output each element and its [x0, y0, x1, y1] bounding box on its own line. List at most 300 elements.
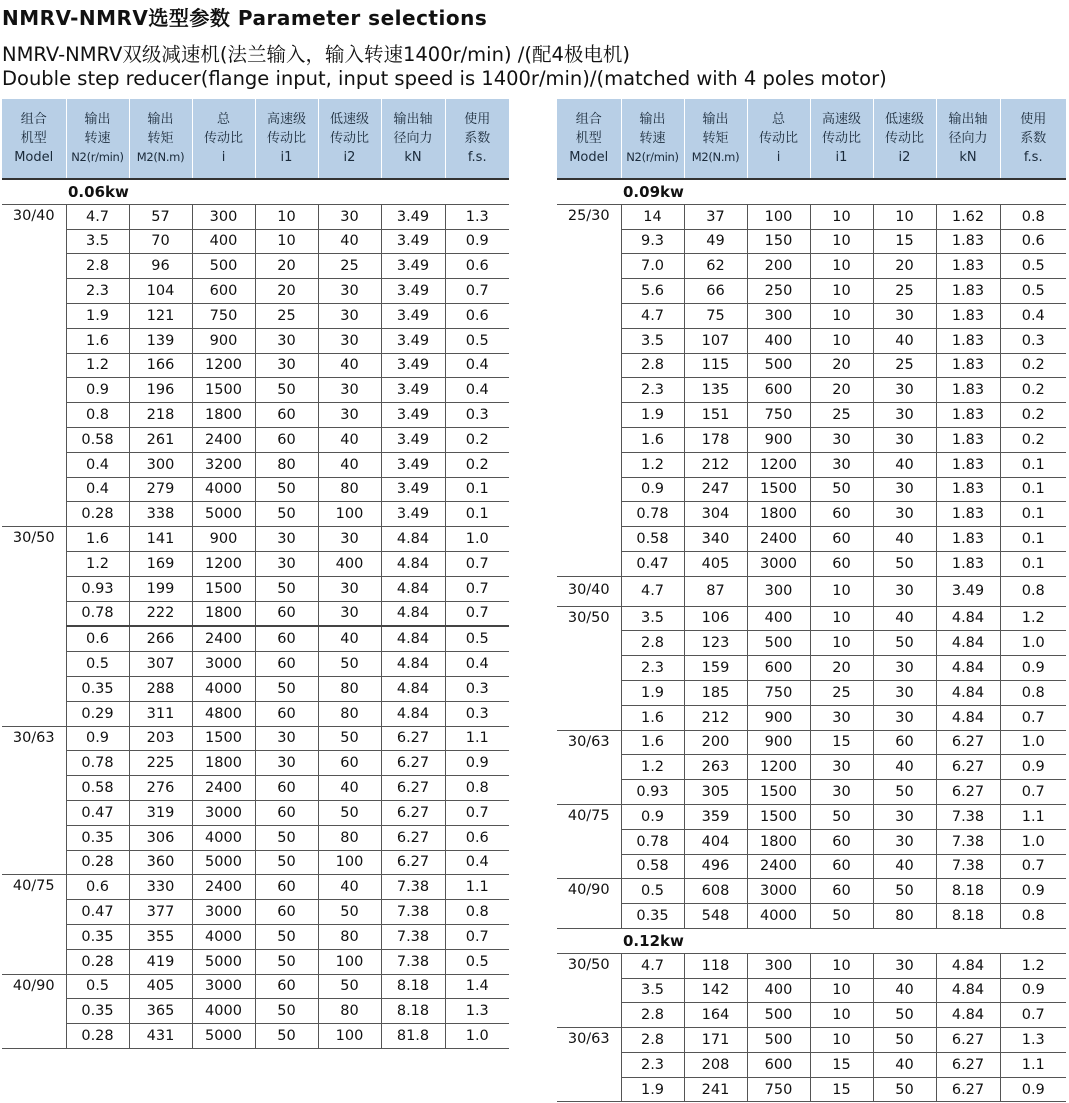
data-cell: 4000 — [192, 825, 255, 850]
data-cell: 50 — [255, 502, 318, 527]
power-label: 0.06kw — [66, 179, 509, 204]
parameter-table-right — [557, 99, 1066, 1102]
data-cell: 3.49 — [381, 328, 445, 353]
data-cell: 50 — [873, 551, 936, 576]
table-row — [557, 527, 1066, 552]
data-cell: 7.38 — [936, 854, 1000, 879]
data-cell: 80 — [318, 825, 381, 850]
data-cell: 4.84 — [381, 701, 445, 726]
data-cell: 50 — [873, 1028, 936, 1053]
data-cell: 0.1 — [445, 477, 509, 502]
data-cell: 1500 — [192, 576, 255, 601]
data-cell: 30 — [255, 751, 318, 776]
data-cell: 5.6 — [621, 279, 684, 304]
data-cell: 1200 — [747, 755, 810, 780]
data-cell: 3.49 — [936, 576, 1000, 606]
data-cell: 500 — [747, 1003, 810, 1028]
col-header-model: 组合 机型 Model — [2, 99, 66, 179]
data-cell: 60 — [255, 701, 318, 726]
table-row — [557, 502, 1066, 527]
data-cell: 3000 — [747, 551, 810, 576]
data-cell: 365 — [129, 999, 192, 1024]
data-cell: 0.1 — [1000, 527, 1066, 552]
data-cell: 1.83 — [936, 551, 1000, 576]
power-row — [557, 179, 1066, 204]
data-cell: 40 — [318, 427, 381, 452]
data-cell: 1.83 — [936, 378, 1000, 403]
data-cell: 900 — [747, 427, 810, 452]
table-row — [557, 829, 1066, 854]
data-cell: 0.2 — [1000, 353, 1066, 378]
data-cell: 496 — [684, 854, 747, 879]
data-cell: 1.3 — [1000, 1028, 1066, 1053]
table-row — [2, 601, 509, 626]
data-cell: 40 — [318, 626, 381, 651]
data-cell: 166 — [129, 353, 192, 378]
data-cell: 14 — [621, 204, 684, 229]
col-header-m2: 输出 转矩 M2(N.m) — [684, 99, 747, 179]
data-cell: 121 — [129, 303, 192, 328]
data-cell: 1.1 — [445, 726, 509, 751]
data-cell: 0.8 — [1000, 904, 1066, 929]
data-cell: 1.1 — [1000, 1052, 1066, 1077]
data-cell: 10 — [255, 229, 318, 254]
data-cell: 30 — [873, 303, 936, 328]
data-cell: 30 — [873, 680, 936, 705]
data-cell: 0.4 — [445, 652, 509, 677]
data-cell: 261 — [129, 427, 192, 452]
model-cell: 40/75 — [557, 804, 621, 878]
table-row — [2, 875, 509, 900]
data-cell: 1.83 — [936, 303, 1000, 328]
data-cell: 75 — [684, 303, 747, 328]
table-row — [557, 279, 1066, 304]
data-cell: 306 — [129, 825, 192, 850]
data-cell: 171 — [684, 1028, 747, 1053]
data-cell: 300 — [747, 953, 810, 978]
data-cell: 115 — [684, 353, 747, 378]
data-cell: 4.84 — [936, 978, 1000, 1003]
table-row — [2, 576, 509, 601]
data-cell: 0.9 — [621, 477, 684, 502]
table-row — [2, 527, 509, 552]
data-cell: 3.49 — [381, 229, 445, 254]
data-cell: 0.93 — [621, 780, 684, 805]
data-cell: 107 — [684, 328, 747, 353]
data-cell: 0.58 — [621, 854, 684, 879]
data-cell: 0.6 — [66, 875, 129, 900]
data-cell: 4000 — [192, 924, 255, 949]
table-row — [557, 780, 1066, 805]
data-cell: 40 — [873, 978, 936, 1003]
data-cell: 1.83 — [936, 328, 1000, 353]
data-cell: 0.35 — [66, 676, 129, 701]
data-cell: 30 — [318, 403, 381, 428]
table-row — [2, 825, 509, 850]
data-cell: 30 — [318, 303, 381, 328]
data-cell: 0.8 — [1000, 576, 1066, 606]
data-cell: 142 — [684, 978, 747, 1003]
table-row — [2, 776, 509, 801]
data-cell: 1.3 — [445, 999, 509, 1024]
data-cell: 0.58 — [66, 776, 129, 801]
data-cell: 60 — [255, 875, 318, 900]
data-cell: 0.78 — [621, 502, 684, 527]
table-row — [557, 229, 1066, 254]
data-cell: 80 — [873, 904, 936, 929]
table-row — [557, 254, 1066, 279]
data-cell: 30 — [873, 576, 936, 606]
data-cell: 30 — [873, 953, 936, 978]
data-cell: 0.35 — [621, 904, 684, 929]
data-cell: 40 — [873, 854, 936, 879]
data-cell: 300 — [192, 204, 255, 229]
data-cell: 0.35 — [66, 825, 129, 850]
data-cell: 0.58 — [621, 527, 684, 552]
data-cell: 0.78 — [66, 601, 129, 626]
power-row — [557, 928, 1066, 953]
col-header-n2: 输出 转速 N2(r/min) — [621, 99, 684, 179]
data-cell: 1.83 — [936, 353, 1000, 378]
data-cell: 80 — [318, 477, 381, 502]
data-cell: 1.83 — [936, 254, 1000, 279]
data-cell: 30 — [810, 780, 873, 805]
table-row — [557, 1077, 1066, 1102]
data-cell: 10 — [255, 204, 318, 229]
table-row — [557, 705, 1066, 730]
data-cell: 30 — [873, 403, 936, 428]
data-cell: 60 — [255, 626, 318, 651]
data-cell: 400 — [747, 978, 810, 1003]
table-row — [557, 755, 1066, 780]
data-cell: 80 — [318, 676, 381, 701]
subtitle-chinese: NMRV-NMRV双级减速机(法兰输入，输入转速1400r/min) /(配4极电机) — [2, 43, 630, 66]
data-cell: 500 — [747, 1028, 810, 1053]
data-cell: 0.3 — [445, 403, 509, 428]
data-cell: 750 — [747, 680, 810, 705]
data-cell: 750 — [192, 303, 255, 328]
power-spacer — [557, 928, 621, 953]
data-cell: 100 — [318, 850, 381, 875]
data-cell: 319 — [129, 800, 192, 825]
data-cell: 80 — [318, 999, 381, 1024]
data-cell: 80 — [318, 924, 381, 949]
data-cell: 4.7 — [66, 204, 129, 229]
data-cell: 5000 — [192, 502, 255, 527]
col-header-radial-force: 输出轴 径向力 kN — [936, 99, 1000, 179]
data-cell: 25 — [810, 403, 873, 428]
model-cell: 30/40 — [557, 576, 621, 606]
table-row — [2, 974, 509, 999]
data-cell: 405 — [129, 974, 192, 999]
data-cell: 40 — [318, 776, 381, 801]
data-cell: 1.83 — [936, 502, 1000, 527]
parameter-table-left — [2, 99, 509, 1049]
data-cell: 400 — [747, 328, 810, 353]
data-cell: 10 — [810, 953, 873, 978]
power-spacer — [2, 179, 66, 204]
data-cell: 1.83 — [936, 477, 1000, 502]
model-cell: 30/63 — [557, 730, 621, 804]
model-cell: 40/75 — [2, 875, 66, 974]
data-cell: 288 — [129, 676, 192, 701]
data-cell: 164 — [684, 1003, 747, 1028]
data-cell: 62 — [684, 254, 747, 279]
data-cell: 1500 — [747, 804, 810, 829]
data-cell: 25 — [318, 254, 381, 279]
data-cell: 600 — [747, 1052, 810, 1077]
col-header-model: 组合 机型 Model — [557, 99, 621, 179]
data-cell: 50 — [255, 676, 318, 701]
data-cell: 1.83 — [936, 427, 1000, 452]
col-header-i2: 低速级 传动比 i2 — [318, 99, 381, 179]
table-row — [2, 551, 509, 576]
data-cell: 0.47 — [66, 900, 129, 925]
data-cell: 7.38 — [381, 875, 445, 900]
data-cell: 0.6 — [445, 254, 509, 279]
table-row — [557, 730, 1066, 755]
data-cell: 338 — [129, 502, 192, 527]
table-row — [2, 900, 509, 925]
data-cell: 0.6 — [445, 303, 509, 328]
data-cell: 225 — [129, 751, 192, 776]
data-cell: 50 — [255, 477, 318, 502]
power-spacer — [557, 179, 621, 204]
data-cell: 4.84 — [936, 656, 1000, 681]
data-cell: 208 — [684, 1052, 747, 1077]
data-cell: 159 — [684, 656, 747, 681]
table-row — [557, 204, 1066, 229]
data-cell: 355 — [129, 924, 192, 949]
table-row — [2, 427, 509, 452]
data-cell: 4.84 — [381, 527, 445, 552]
data-cell: 40 — [873, 606, 936, 631]
data-cell: 60 — [810, 879, 873, 904]
data-cell: 40 — [873, 328, 936, 353]
data-cell: 135 — [684, 378, 747, 403]
data-cell: 50 — [255, 850, 318, 875]
data-cell: 3.49 — [381, 477, 445, 502]
data-cell: 0.7 — [1000, 780, 1066, 805]
data-cell: 60 — [810, 527, 873, 552]
table-row — [557, 353, 1066, 378]
data-cell: 1800 — [747, 829, 810, 854]
data-cell: 0.2 — [1000, 378, 1066, 403]
data-cell: 300 — [747, 303, 810, 328]
data-cell: 0.28 — [66, 850, 129, 875]
data-cell: 330 — [129, 875, 192, 900]
data-cell: 6.27 — [936, 730, 1000, 755]
table-row — [2, 726, 509, 751]
data-cell: 50 — [810, 477, 873, 502]
data-cell: 123 — [684, 631, 747, 656]
data-cell: 40 — [318, 452, 381, 477]
data-cell: 3200 — [192, 452, 255, 477]
data-cell: 20 — [873, 254, 936, 279]
col-header-i1: 高速级 传动比 i1 — [810, 99, 873, 179]
data-cell: 3000 — [192, 974, 255, 999]
data-cell: 40 — [873, 755, 936, 780]
data-cell: 7.0 — [621, 254, 684, 279]
table-row — [2, 254, 509, 279]
data-cell: 1.6 — [621, 730, 684, 755]
data-cell: 0.7 — [445, 800, 509, 825]
data-cell: 247 — [684, 477, 747, 502]
data-cell: 60 — [255, 427, 318, 452]
data-cell: 3.49 — [381, 204, 445, 229]
data-cell: 1.0 — [445, 527, 509, 552]
data-cell: 1.4 — [445, 974, 509, 999]
data-cell: 3.49 — [381, 403, 445, 428]
data-cell: 6.27 — [936, 780, 1000, 805]
data-cell: 5000 — [192, 949, 255, 974]
model-cell: 40/90 — [2, 974, 66, 1048]
data-cell: 30 — [873, 378, 936, 403]
table-row — [2, 353, 509, 378]
data-cell: 50 — [255, 924, 318, 949]
data-cell: 30 — [873, 656, 936, 681]
data-cell: 40 — [873, 452, 936, 477]
data-cell: 0.1 — [1000, 502, 1066, 527]
data-cell: 377 — [129, 900, 192, 925]
table-row — [557, 1003, 1066, 1028]
data-cell: 3.49 — [381, 502, 445, 527]
page-title: NMRV-NMRV选型参数 Parameter selections — [2, 6, 488, 30]
data-cell: 500 — [747, 631, 810, 656]
data-cell: 30 — [318, 279, 381, 304]
data-cell: 50 — [873, 879, 936, 904]
data-cell: 1.1 — [445, 875, 509, 900]
data-cell: 750 — [747, 403, 810, 428]
data-cell: 5000 — [192, 850, 255, 875]
data-cell: 30 — [255, 726, 318, 751]
table-row — [2, 502, 509, 527]
data-cell: 25 — [873, 279, 936, 304]
data-cell: 3.49 — [381, 427, 445, 452]
data-cell: 0.35 — [66, 924, 129, 949]
data-cell: 15 — [810, 730, 873, 755]
power-label: 0.12kw — [621, 928, 1066, 953]
table-row — [557, 403, 1066, 428]
data-cell: 6.27 — [936, 1052, 1000, 1077]
data-cell: 900 — [747, 730, 810, 755]
data-cell: 431 — [129, 1024, 192, 1049]
data-cell: 185 — [684, 680, 747, 705]
data-cell: 0.8 — [1000, 680, 1066, 705]
data-cell: 6.27 — [381, 726, 445, 751]
data-cell: 400 — [192, 229, 255, 254]
data-cell: 10 — [873, 204, 936, 229]
table-row — [2, 378, 509, 403]
data-cell: 1.6 — [66, 527, 129, 552]
data-cell: 3.5 — [66, 229, 129, 254]
data-cell: 3.49 — [381, 452, 445, 477]
data-cell: 6.27 — [381, 800, 445, 825]
data-cell: 0.78 — [621, 829, 684, 854]
data-cell: 6.27 — [381, 825, 445, 850]
data-cell: 20 — [810, 378, 873, 403]
data-cell: 1.83 — [936, 279, 1000, 304]
data-cell: 2400 — [192, 626, 255, 651]
data-cell: 1.2 — [621, 755, 684, 780]
data-cell: 30 — [810, 755, 873, 780]
data-cell: 10 — [810, 328, 873, 353]
data-cell: 500 — [747, 353, 810, 378]
data-cell: 0.7 — [445, 924, 509, 949]
data-cell: 50 — [318, 974, 381, 999]
data-cell: 1500 — [747, 780, 810, 805]
data-cell: 360 — [129, 850, 192, 875]
col-header-n2: 输出 转速 N2(r/min) — [66, 99, 129, 179]
data-cell: 6.27 — [381, 776, 445, 801]
data-cell: 7.38 — [381, 949, 445, 974]
data-cell: 50 — [873, 631, 936, 656]
data-cell: 60 — [318, 751, 381, 776]
data-cell: 0.9 — [1000, 755, 1066, 780]
table-row — [557, 904, 1066, 929]
data-cell: 0.4 — [1000, 303, 1066, 328]
data-cell: 0.4 — [445, 353, 509, 378]
data-cell: 0.5 — [66, 652, 129, 677]
data-cell: 60 — [810, 829, 873, 854]
data-cell: 359 — [684, 804, 747, 829]
data-cell: 10 — [810, 229, 873, 254]
data-cell: 30 — [255, 527, 318, 552]
data-cell: 0.28 — [66, 502, 129, 527]
table-row — [2, 850, 509, 875]
data-cell: 80 — [255, 452, 318, 477]
data-cell: 1.0 — [1000, 631, 1066, 656]
table-row — [2, 800, 509, 825]
data-cell: 212 — [684, 705, 747, 730]
data-cell: 0.9 — [1000, 978, 1066, 1003]
model-cell: 30/50 — [557, 606, 621, 730]
data-cell: 50 — [255, 999, 318, 1024]
data-cell: 4.84 — [381, 601, 445, 626]
table-row — [557, 378, 1066, 403]
data-cell: 600 — [192, 279, 255, 304]
data-cell: 200 — [684, 730, 747, 755]
data-cell: 106 — [684, 606, 747, 631]
data-cell: 30 — [318, 378, 381, 403]
data-cell: 0.9 — [621, 804, 684, 829]
data-cell: 40 — [318, 229, 381, 254]
data-cell: 1.9 — [66, 303, 129, 328]
data-cell: 0.3 — [445, 676, 509, 701]
data-cell: 30 — [255, 328, 318, 353]
table-row — [2, 626, 509, 651]
data-cell: 3.49 — [381, 303, 445, 328]
data-cell: 9.3 — [621, 229, 684, 254]
data-cell: 1.83 — [936, 403, 1000, 428]
table-row — [2, 229, 509, 254]
data-cell: 0.7 — [445, 601, 509, 626]
data-cell: 241 — [684, 1077, 747, 1102]
data-cell: 8.18 — [936, 879, 1000, 904]
data-cell: 10 — [810, 576, 873, 606]
data-cell: 50 — [255, 378, 318, 403]
data-cell: 1.83 — [936, 452, 1000, 477]
data-cell: 608 — [684, 879, 747, 904]
data-cell: 2.8 — [621, 353, 684, 378]
data-cell: 3.5 — [621, 328, 684, 353]
data-cell: 1.9 — [621, 680, 684, 705]
table-row — [2, 403, 509, 428]
data-cell: 0.8 — [1000, 204, 1066, 229]
data-cell: 0.6 — [445, 825, 509, 850]
data-cell: 15 — [873, 229, 936, 254]
data-cell: 1.0 — [1000, 829, 1066, 854]
